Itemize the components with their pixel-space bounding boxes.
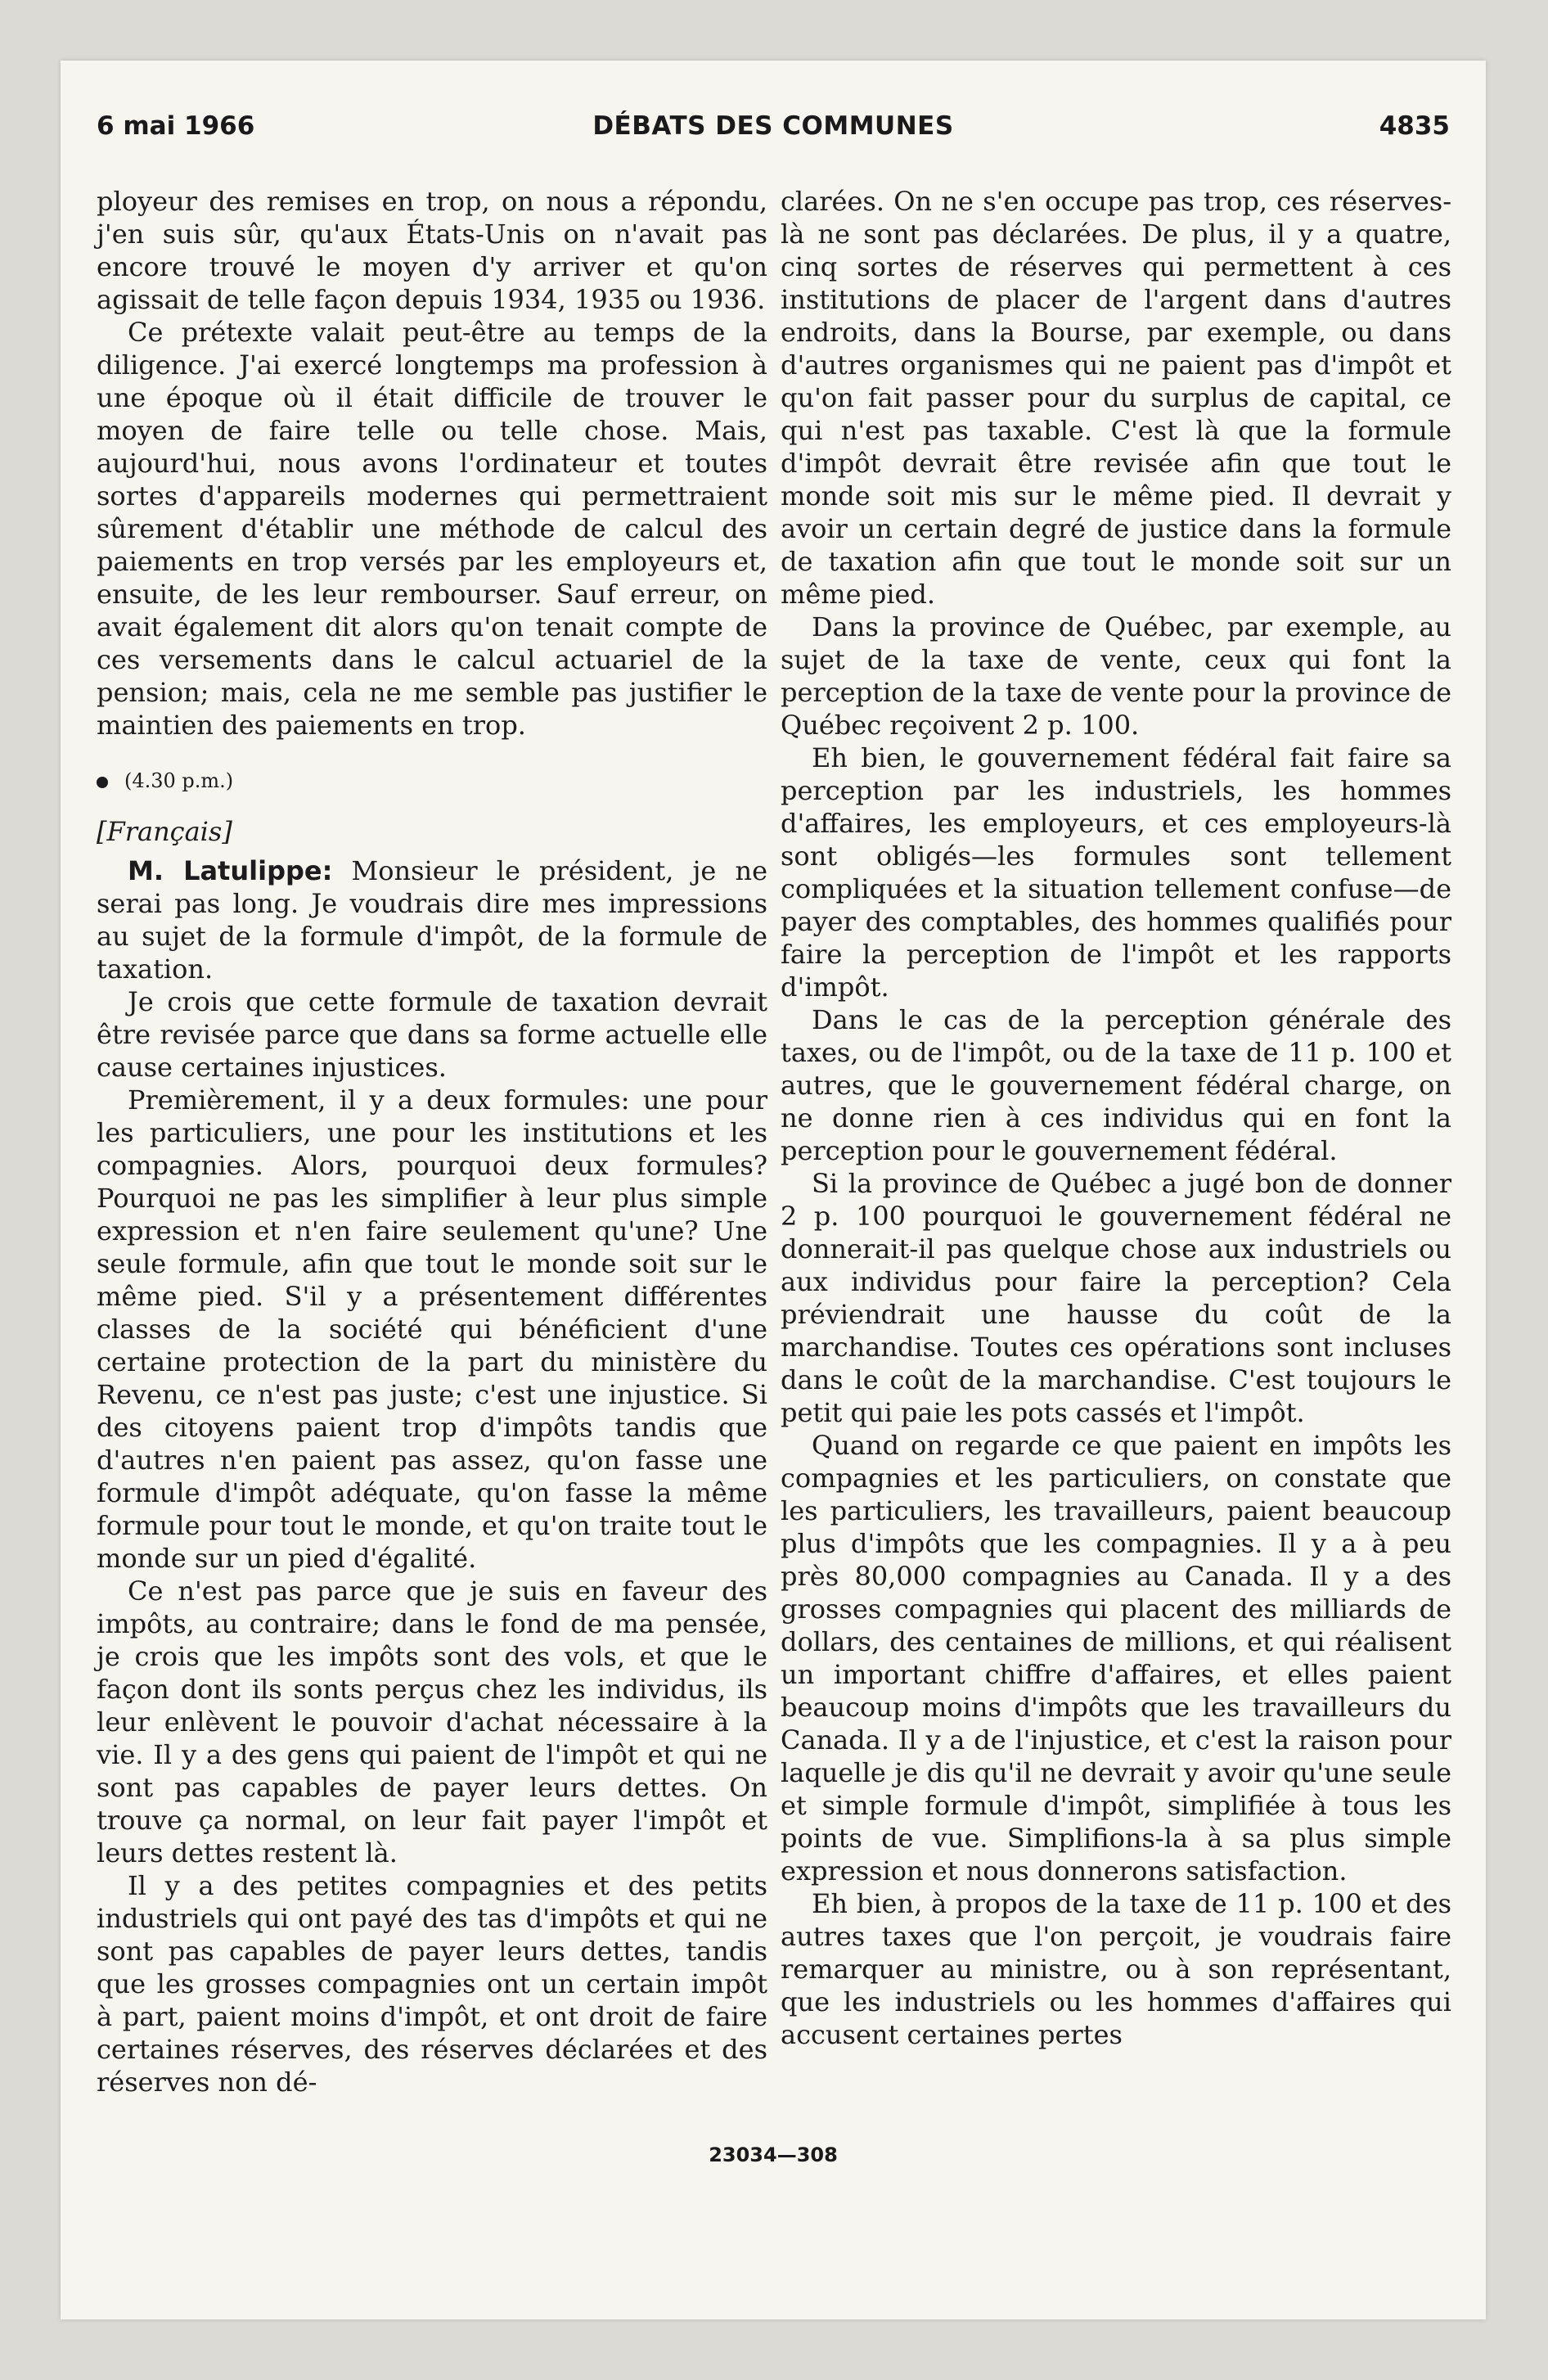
paragraph: ployeur des remises en trop, on nous a répondu, j'en suis sûr, qu'aux États-Unis on n'avait pas encore trouvé le moyen d'y arriver et qu'on agissait de telle façon depuis 1934, 1935 ou 1936. [97, 186, 767, 315]
paragraph: Premièrement, il y a deux formules: une pour les particuliers, une pour les institutions et les compagnies. Alors, pourquoi deux formules? Pourquoi ne pas les simplifier à leur plus simple expression et n'en faire seulement qu'une? Une seule formule, afin que tout le monde soit sur le même pied. S'il y a présentement différentes classes de la société qui bénéficient d'une certaine protection de la part du ministère du Revenu, ce n'est pas juste; c'est une injustice. Si des citoyens paient trop d'impôts tandis que d'autres n'en paient pas assez, qu'on fasse une formule d'impôt adéquate, qu'on fasse la même formule pour tout le monde, et qu'on traite tout le monde sur un pied d'égalité. [97, 1084, 767, 1574]
paragraph [97, 854, 767, 985]
paragraph: clarées. On ne s'en occupe pas trop, ces réserves-là ne sont pas déclarées. De plus, il y a quatre, cinq sortes de réserves qui permettent à ces institutions de placer de l'argent dans d'autres endroits, dans la Bourse, par exemple, ou dans d'autres organismes qui ne paient pas d'impôt et qu'on fait passer pour du surplus de capital, ce qui n'est pas taxable. C'est là que la formule d'impôt devrait être revisée afin que tout le monde soit mis sur le même pied. Il devrait y avoir un certain degré de justice dans la formule de taxation afin que tout le monde soit sur un même pied. [781, 186, 1451, 610]
paragraph: Ce n'est pas parce que je suis en faveur des impôts, au contraire; dans le fond de ma pensée, je crois que les impôts sont des vols, et que le façon dont ils sonts perçus chez les individus, ils leur enlèvent le pouvoir d'achat nécessaire à la vie. Il y a des gens qui paient de l'impôt et qui ne sont pas capables de payer leurs dettes. On trouve ça normal, on leur fait payer l'impôt et leurs dettes restent là. [97, 1575, 767, 1868]
time-label: (4.30 p.m.) [124, 769, 234, 792]
page-footer-code: 23034—308 [709, 2143, 838, 2166]
header-page-number: 4835 [1379, 111, 1450, 141]
header-title: DÉBATS DES COMMUNES [592, 111, 954, 141]
bullet-icon [97, 777, 108, 788]
paragraph: Quand on regarde ce que paient en impôts les compagnies et les particuliers, on constate que les particuliers, les travailleurs, paient beaucoup plus d'impôts que les compagnies. Il y a à peu près 80,000 compagnies au Canada. Il y a des grosses compagnies qui placent des milliards de dollars, des centaines de millions, et qui réalisent un important chiffre d'affaires, et elles paient beaucoup moins d'impôts que les travailleurs du Canada. Il y a de l'injustice, et c'est la raison pour laquelle je dis qu'il ne devrait y avoir qu'une seule et simple formule d'impôt, simplifiée à tous les points de vue. Simplifions-la à sa plus simple expression et nous donnerons satisfaction. [781, 1430, 1451, 1886]
paragraph: Je crois que cette formule de taxation devrait être revisée parce que dans sa forme actuelle elle cause certaines injustices. [97, 986, 767, 1083]
paragraph: Eh bien, le gouvernement fédéral fait faire sa perception par les industriels, les hommes d'affaires, les employeurs, et ces employeurs-là sont obligés—les formules sont tellement compliquées et la situation tellement confuse—de payer des comptables, des hommes qualifiés pour faire la perception de l'impôt et les rapports d'impôt. [781, 742, 1451, 1003]
left-column [97, 185, 767, 2098]
paragraph: Eh bien, à propos de la taxe de 11 p. 100 et des autres taxes que l'on perçoit, je voudrais faire remarquer au ministre, ou à son représentant, que les industriels ou les hommes d'affaires qui accusent certaines pertes [781, 1888, 1451, 2050]
page-header [97, 111, 1450, 152]
paragraph: Il y a des petites compagnies et des petits industriels qui ont payé des tas d'impôts et qui ne sont pas capables de payer leurs dettes, tandis que les grosses compagnies ont un certain impôt à part, paient moins d'impôt, et ont droit de faire certaines réserves, des réserves déclarées et des réserves non dé- [97, 1870, 767, 2098]
paragraph: Dans la province de Québec, par exemple, au sujet de la taxe de vente, ceux qui font la perception de la taxe de vente pour la province de Québec reçoivent 2 p. 100. [781, 611, 1451, 741]
paragraph: Ce prétexte valait peut-être au temps de la diligence. J'ai exercé longtemps ma profession à une époque où il était difficile de trouver le moyen de faire telle ou telle chose. Mais, aujourd'hui, nous avons l'ordinateur et toutes sortes d'appareils modernes qui permettraient sûrement d'établir une méthode de calcul des paiements en trop versés par les employeurs et, ensuite, de les leur rembourser. Sauf erreur, on avait également dit alors qu'on tenait compte de ces versements dans le calcul actuariel de la pension; mais, cela ne me semble pas justifier le maintien des paiements en trop. [97, 317, 767, 741]
header-date: 6 mai 1966 [97, 111, 255, 141]
paragraph: Si la province de Québec a jugé bon de donner 2 p. 100 pourquoi le gouvernement fédéral ne donnerait-il pas quelque chose aux industriels ou aux individus pour faire la perception? Cela préviendrait une hausse du coût de la marchandise. Toutes ces opérations sont incluses dans le coût de la marchandise. C'est toujours le petit qui paie les pots cassés et l'impôt. [781, 1168, 1451, 1428]
paragraph: Dans le cas de la perception générale des taxes, ou de l'impôt, ou de la taxe de 11 p. 100 et autres, que le gouvernement fédéral charge, on ne donne rien à ces individus qui en font la perception pour le gouvernement fédéral. [781, 1004, 1451, 1166]
speaker-text: Monsieur le président, je ne serai pas long. Je voudrais dire mes impressions au sujet de la formule d'impôt, de la formule de taxation. [97, 855, 767, 985]
language-label: [Français] [97, 816, 232, 847]
document-page [61, 61, 1486, 2319]
speaker-name: M. Latulippe: [128, 855, 333, 886]
right-column [781, 185, 1451, 2051]
time-marker [97, 764, 767, 797]
